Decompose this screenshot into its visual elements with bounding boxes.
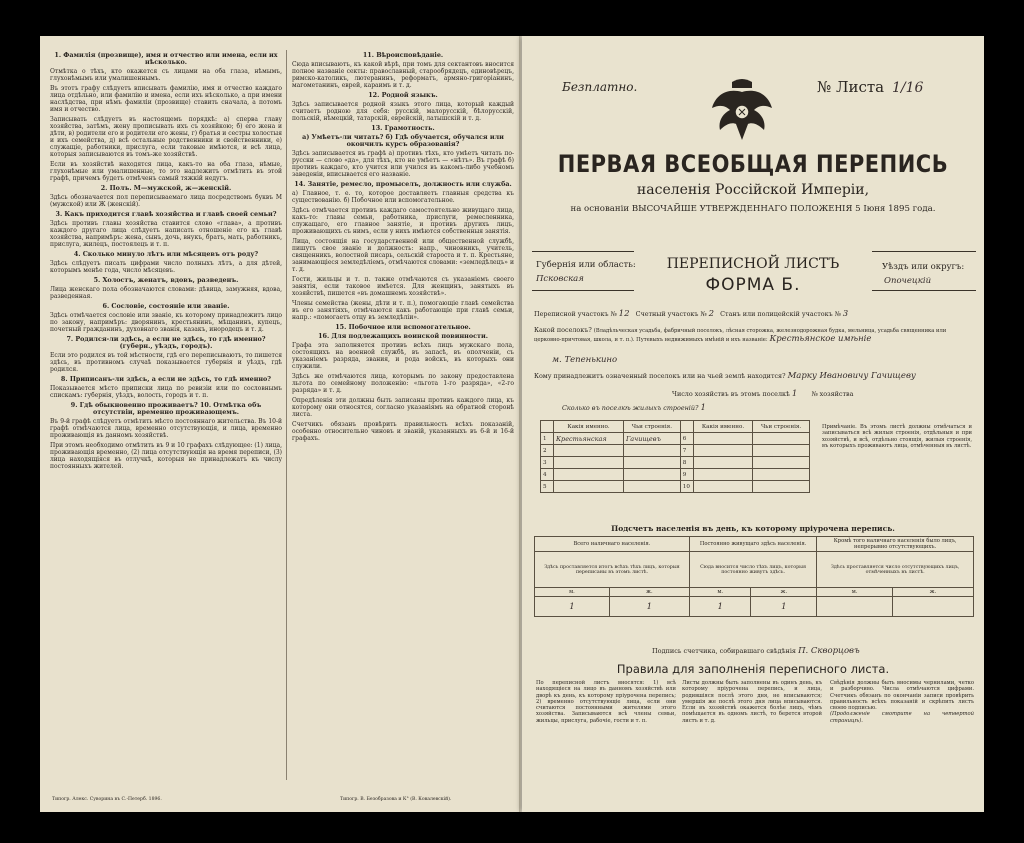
section-heading: 7. Родился-ли здѣсь, а если не здѣсь, то гдѣ именно? (губерн., уѣздъ, городъ). xyxy=(66,335,266,350)
settlement-line: Какой поселокъ? (Владѣльческая усадьба, фабричный поселокъ, лѣсная сторожка, железнодорожная будка, мельница, усадьба священника или церковно-причтовая, школа, и т. п.). Путевыхъ недвижимыхъ имѣній и ихъ названіе: Крестьянское имѣніе xyxy=(534,326,947,344)
buildings-line: Сколько въ поселкѣ жилыхъ строеній? 1 xyxy=(562,403,706,413)
section-heading: 15. Побочное или вспомогательное. xyxy=(335,323,471,331)
gubernia-label: Губернія или область: xyxy=(536,260,636,270)
section-heading: 12. Родной языкъ. xyxy=(368,91,438,99)
instruction-paragraph: Здѣсь отмѣчается противъ каждаго самостоятельно живущаго лица, какъ-то: главы семьи, работника, прислуги, ремесленника, служащаго, его главное занятіе, и противъ другихъ лицъ, проживающихъ съ нимъ, если у нихъ имѣются собственныя занятія. xyxy=(292,207,514,235)
table-row: 2 7 xyxy=(541,445,810,457)
section-heading: 4. Сколько минуло лѣтъ или мѣсяцевъ отъ роду? xyxy=(73,250,259,258)
rules-title: Правила для заполненія переписного листа. xyxy=(616,662,890,676)
section-heading: 3. Какъ приходится главѣ хозяйства и главѣ своей семьи? xyxy=(55,210,277,218)
column-divider xyxy=(286,50,287,780)
right-page xyxy=(522,36,984,812)
buildings-note: Примѣчаніе. Въ этомъ листѣ должны отмѣчаться и записываться всѣ жилыя строенія, отдѣльныя и при хозяйствѣ, и всѣ, отдѣльно стоящія, жилыя строенія, въ которыхъ проживаютъ лица, отмѣченныя въ листѣ. xyxy=(822,424,972,449)
section-heading: 11. Вѣроисповѣданіе. xyxy=(362,51,444,59)
section-heading: 13. Грамотность. xyxy=(371,124,435,132)
buildings-table: Какія именно. Чьи строенія. Какія именно. Чьи строенія. 1 Крестьянская Гачищевъ 6 2 7 3 8 4 9 5 10 xyxy=(540,420,810,493)
instruction-paragraph: Лица женскаго пола обозначаются словами: дѣвица, замужняя, вдова, разведенная. xyxy=(50,286,282,300)
form-name: ФОРМА Б. xyxy=(705,275,801,295)
imprint-left: Типогр. Алекс. Суворина въ С.-Петерб. 1896. xyxy=(52,797,162,802)
district-number: 12 xyxy=(618,309,630,319)
instruction-paragraph: Лица, состоящія на государственной или общественной службѣ, пишутъ свое званіе и должность: напр., чиновникъ, учитель, священникъ, волостной писарь, сельскій староста и т. п. Крестьяне, занимающіеся земледѣліемъ, отмѣчаются словами: «земледѣлецъ» и т. д. xyxy=(292,238,514,273)
left-page xyxy=(40,36,522,812)
instruction-paragraph: Отмѣтка о тѣхъ, кто окажется съ лицами на оба глаза, нѣмымъ, глухонѣмымъ или умалишеннымъ. xyxy=(50,68,282,82)
settlement-type-value: Крестьянское имѣніе xyxy=(769,334,872,344)
signature-line: Подпись счетчика, собиравшаго свѣдѣнія П. Скворцовъ xyxy=(652,646,860,656)
instruction-paragraph: Здѣсь записывается родной языкъ этого лица, который каждый считаетъ родною для себя: русскій, малорусскій, бѣлорусскій, польскій, нѣмецкій, татарскій, еврейскій, латышскій и т. д. xyxy=(292,101,514,122)
uezd-value: Опочецкій xyxy=(884,276,932,286)
population-count-title: Подсчетъ населенія въ день, къ которому пріурочена перепись. xyxy=(611,524,895,533)
table-row: 1 Крестьянская Гачищевъ 6 xyxy=(541,433,810,445)
instruction-paragraph: Въ этотъ графу слѣдуетъ вписывать фамилію, имя и отчество каждаго лица отдѣльно, или фамилію и имена, если ихъ нѣсколько, а при имени наслѣдства, при нѣмъ фамиліи (прозвище) ставить сначала, а потомъ имя и отчество. xyxy=(50,85,282,113)
gubernia-value: Псковская xyxy=(536,274,584,284)
instruction-paragraph: Если это родился въ той мѣстности, гдѣ его переписываютъ, то пишется здѣсь, въ противномъ случаѣ показывается губернія и уѣздъ, гдѣ родился. xyxy=(50,352,282,373)
section-heading: 6. Сословіе, состояніе или званіе. xyxy=(102,302,230,310)
rules-column-1: По переписной листъ вносятся: 1) всѣ находящіеся на лицо въ данномъ хозяйствѣ или дворѣ къ день, къ которому пріурочена перепись; 2) временно отсутствующіе лица, если они считаются постоянными жителями этого хозяйства. Записываются всѣ члены семьи, жильцы, прислуга, рабочіе, гости и т. п. xyxy=(536,680,676,724)
instruction-paragraph: Счетчикъ обязанъ провѣрить правильность всѣхъ показаній, особенно относительно чиновъ и званій, указанныхъ въ 6-й и 16-й графахъ. xyxy=(292,421,514,442)
instruction-paragraph: Если въ хозяйствѣ находятся лица, какъ-то на оба глаза, нѣмые, глухонѣмые или умалишенные, то это надлежитъ отмѣтить въ этой графѣ, причемъ будетъ отмѣченъ самый тяжкій недугъ. xyxy=(50,161,282,182)
instruction-paragraph: Здѣсь записывается въ графѣ а) противъ тѣхъ, кто умѣетъ читать по-русски — слово «да», для тѣхъ, кто не умѣетъ — «нѣтъ». Въ графѣ б) противъ каждаго, кто учится или учился въ какомъ-либо учебномъ заведеніи, вписывается его названіе. xyxy=(292,150,514,178)
buildings-count: 1 xyxy=(700,403,706,413)
section-heading: 16. Для подлежащихъ воинской повинности. xyxy=(318,332,488,340)
instruction-paragraph: Здѣсь обозначается пол переписываемаго лица посредствомъ буквъ М (мужской) или Ж (женскій). xyxy=(50,194,282,208)
count-values-row: 1 1 1 1 xyxy=(535,597,974,617)
population-count-table: Всего наличнаго населенія. Постоянно живущаго здѣсь населенія. Кромѣ того наличнаго населенія было лицъ, непрерывно отсутствующихъ. Здѣсь проставляется итогъ всѣхъ тѣхъ лицъ, которыя переписаны въ этомъ листѣ. Сюда вносится число тѣхъ лицъ, которыя постоянно живутъ здѣсь. Здѣсь проставляется число отсутствующихъ лицъ, отмѣченныхъ въ листѣ. м. ж. м. ж. м. ж. 1 1 1 1 xyxy=(534,536,974,617)
section-heading: 2. Полъ. М—мужской, ж—женскій. xyxy=(100,184,232,192)
instruction-paragraph: Здѣсь слѣдуетъ писать цифрами число полныхъ лѣтъ, а для дѣтей, которымъ менѣе года, число мѣсяцевъ. xyxy=(50,260,282,274)
sheet-number-label: № Листа xyxy=(817,78,885,96)
instruction-paragraph: Записывать слѣдуетъ въ настоящемъ порядкѣ: а) сперва главу хозяйства, затѣмъ, жену прописывать ихъ съ хозяйкою; б) его жена и дѣти, в) родители его и родители его жены, г) братья и сестры холостыя и ихъ семейства, д) всѣ остальные родственники и свойственники, е) служащіе, работники, прислуга, если таковые имѣются, и всѣ лица, которыя записываются въ томъ-же хозяйствѣ. xyxy=(50,116,282,158)
section-heading: 1. Фамилія (прозвище), имя и отчество или имена, если их нѣсколько. xyxy=(54,51,278,66)
signature-value: П. Скворцовъ xyxy=(798,646,860,656)
free-label: Безплатно. xyxy=(562,80,638,94)
section-heading: а) Умѣетъ-ли читать? б) Гдѣ обучается, обучался или окончилъ курсъ образованія? xyxy=(302,133,504,148)
instruction-paragraph: Графа эта заполняется противъ всѣхъ лицъ мужскаго пола, состоящихъ на военной службѣ, въ запасѣ, въ ополченіи, съ указаніемъ разряда, звания, и рода войскъ, въ которыхъ они служили. xyxy=(292,342,514,370)
instructions-column-2 xyxy=(292,50,514,445)
rules-column-2: Листы должны быть заполнены въ одинъ день, къ которому пріурочена перепись, и лица, родившіяся послѣ этого дня, не вписываются; умершія же послѣ этого дня лица вписываются. Если въ хозяйствѣ окажется болѣе лицъ, чѣмъ помѣщается въ одномъ листѣ, то берется второй листъ и т. д. xyxy=(682,680,822,724)
district-line: Переписной участокъ № 12 Счетный участокъ № 2 Станъ или полицейскій участокъ № 3 xyxy=(534,309,849,319)
rules-continuation: (Продолженіе смотрите на четвертой страницѣ). xyxy=(830,711,974,724)
uezd-label: Уѣздъ или округъ: xyxy=(882,262,965,272)
instruction-paragraph: а) Главное, т. е. то, которое доставляетъ главныя средства къ существованію. б) Побочное или вспомогательное. xyxy=(292,190,514,204)
section-heading: 5. Холостъ, женатъ, вдовъ, разведенъ. xyxy=(93,276,239,284)
imperial-eagle-emblem xyxy=(710,74,774,146)
owner-value: Марку Ивановичу Гачищеву xyxy=(787,371,916,381)
table-row: 5 10 xyxy=(541,481,810,493)
instruction-paragraph: Опредѣленія эти должны быть записаны противъ каждого лица, къ которому они относятся, согласно указаніямъ на обратной сторонѣ листа. xyxy=(292,397,514,418)
police-district-number: 3 xyxy=(842,309,849,319)
instruction-paragraph: Члены семейства (жены, дѣти и т. п.), помогающіе главѣ семейства въ его занятіяхъ, отмѣчаются какъ работающіе при главѣ семьи, напр.: «помогаетъ отцу въ земледѣліи». xyxy=(292,300,514,321)
sheet-number-value: 1/16 xyxy=(892,80,924,96)
instruction-paragraph: Въ 9-й графѣ слѣдуетъ отмѣтить мѣсто постояннаго жительства. Въ 10-й графѣ отмѣчаются лица, временно отсутствующія, и лица, временно проживающія въ данномъ хозяйствѣ. xyxy=(50,418,282,439)
sheet-name: ПЕРЕПИСНОЙ ЛИСТЪ xyxy=(666,256,840,272)
instruction-paragraph: Здѣсь же отмѣчаются лица, которымъ по закону предоставлена льгота по семейному положенію: «льгота 1-го разряда», «2-го разряда» и т. д. xyxy=(292,373,514,394)
settlement-name-value: м. Тепенькино xyxy=(552,355,618,365)
section-heading: 9. Гдѣ обыкновенно проживаетъ? 10. Отмѣтка объ отсутствіи, временно проживающемъ. xyxy=(70,401,262,416)
census-legal-basis: на основаніи ВЫСОЧАЙШЕ УТВЕРЖДЕННАГО ПОЛОЖЕНІЯ 5 Іюня 1895 года. xyxy=(570,204,936,214)
instructions-column-1 xyxy=(50,50,282,473)
instruction-paragraph: Здѣсь отмѣчается сословіе или званіе, къ которому принадлежитъ лицо по закону, напримѣръ: дворянинъ, крестьянинъ, мѣщанинъ, купецъ, почетный гражданинъ, духовнаго званія, казакъ, инородецъ и т. д. xyxy=(50,312,282,333)
instruction-paragraph: Здѣсь противъ главы хозяйства ставится слово «глава», а противъ каждого другаго лица слѣдуетъ написать отношеніе его къ главѣ хозяйства, напримѣръ: жена, сынъ, дочь, внукъ, братъ, мать, работникъ, прислуга, жилецъ, постоялецъ и т. п. xyxy=(50,220,282,248)
owner-line: Кому принадлежитъ означенный поселокъ или на чьей землѣ находится? Марку Ивановичу Гачищеву xyxy=(534,371,916,381)
instruction-paragraph: Сюда вписываютъ, къ какой вѣрѣ, при томъ для сектантовъ вносится полное названіе секты: православный, старообрядецъ, единовѣрецъ, римско-католикъ, лютеранинъ, реформатъ, армяно-григоріанинъ, магометанинъ, еврей, караимъ и т. д. xyxy=(292,61,514,89)
instruction-paragraph: Гости, жильцы и т. п. также отмѣчаются съ указаніемъ своего занятія, если таковое имѣется. Для женщинъ, занятыхъ въ хозяйствѣ, пишется «въ домашнемъ хозяйствѣ». xyxy=(292,276,514,297)
section-heading: 8. Приписанъ-ли здѣсь, а если не здѣсь, то гдѣ именно? xyxy=(60,375,272,383)
census-title: ПЕРВАЯ ВСЕОБЩАЯ ПЕРЕПИСЬ xyxy=(557,150,949,178)
table-row: 4 9 xyxy=(541,469,810,481)
section-heading: 14. Занятіе, ремесло, промыселъ, должность или служба. xyxy=(294,180,512,188)
rules-column-3: Свѣдѣнія должны быть вносимы чернилами, четко и разборчиво. Числа отмѣчаются цифрами. Счетчикъ обязанъ по окончаніи записи провѣрить правильность всѣхъ показаній и скрѣпить листъ своею подписью. (Продолженіе смотрите на четвертой страницѣ). xyxy=(830,680,974,724)
table-row: 3 8 xyxy=(541,457,810,469)
instruction-paragraph: При этомъ необходимо отмѣтить въ 9 и 10 графахъ слѣдующее: (1) лица, проживающія временно, (2) лица отсутствующія на время переписи, (3) лица находящіяся въ отлучкѣ, которыя не принадлежатъ къ числу постоянныхъ жителей. xyxy=(50,442,282,470)
count-district-number: 2 xyxy=(708,309,715,319)
households-count: 1 xyxy=(791,389,798,399)
imprint-right: Типогр. В. Безобразова и К° (В. Ковалевскій). xyxy=(340,797,452,802)
instruction-paragraph: Показывается мѣсто приписки лица по ревизіи или по сословнымъ спискамъ: губернія, уѣздъ, волость, городъ и т. п. xyxy=(50,385,282,399)
households-line: Число хозяйствъ въ этомъ поселкѣ 1 № хозяйства xyxy=(672,389,854,399)
census-subtitle: населенія Россійской Имперіи, xyxy=(636,182,870,198)
